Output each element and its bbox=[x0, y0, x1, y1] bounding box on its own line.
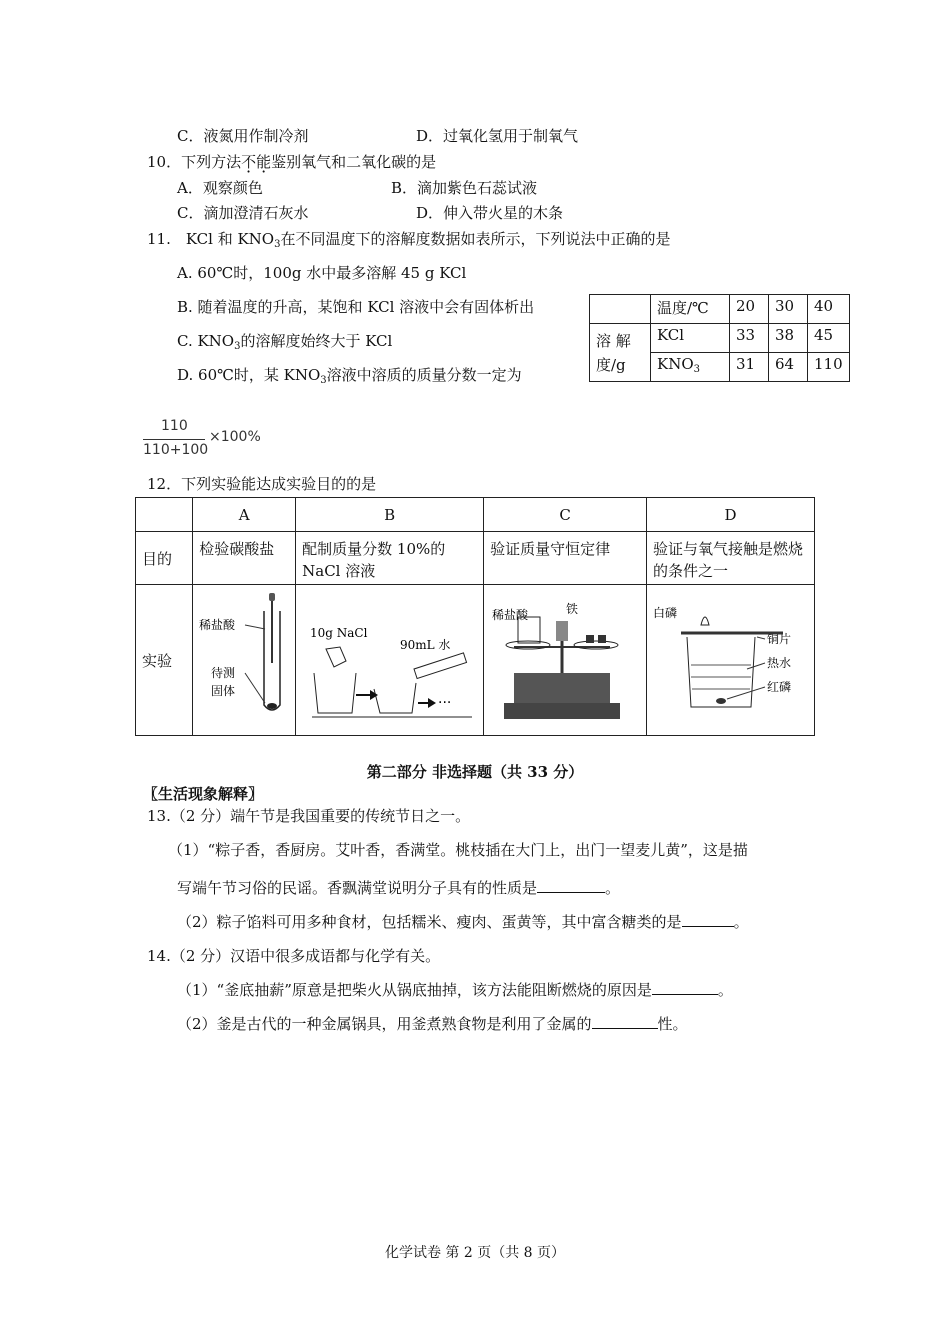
test-tube-illustration bbox=[193, 585, 293, 731]
label-dilute-hcl: 稀盐酸 bbox=[199, 618, 236, 632]
experiment-d bbox=[647, 585, 815, 736]
q13-part1-line1: （1）“粽子香，香厨房。艾叶香，香满堂。桃枝插在大门上，出门一望麦儿黄”，这是描 bbox=[168, 841, 748, 859]
experiment-c bbox=[484, 585, 647, 736]
q14-part1: （1）“釜底抽薪”原意是把柴火从锅底抽掉，该方法能阻断燃烧的原因是 。 bbox=[177, 981, 733, 999]
kcl-label: KCl bbox=[651, 324, 730, 353]
q10-stem: 10．下列方法不能鉴别氧气和二氧化碳的是 bbox=[147, 153, 437, 171]
fraction-multiplier: ×100% bbox=[209, 429, 261, 445]
label-white-phosphorus: 白磷 bbox=[653, 606, 678, 620]
solubility-table bbox=[589, 294, 850, 382]
section-heading: 〖生活现象解释〗 bbox=[143, 785, 264, 803]
label-iron: 铁 bbox=[566, 602, 579, 616]
q13-stem: 13.（2 分）端午节是我国重要的传统节日之一。 bbox=[147, 807, 471, 825]
purpose-a: 检验碳酸盐 bbox=[193, 532, 296, 585]
purpose-c: 验证质量守恒定律 bbox=[484, 532, 647, 585]
label-red-phosphorus: 红磷 bbox=[767, 680, 792, 694]
q10-option-a: A．观察颜色 bbox=[177, 179, 263, 197]
experiment-a bbox=[193, 585, 296, 736]
solution-prep-illustration bbox=[296, 585, 482, 731]
q12-stem: 12．下列实验能达成实验目的的是 bbox=[147, 475, 377, 493]
label-test-solid: 待测 bbox=[211, 666, 236, 680]
q14-part2: （2）釜是古代的一种金属锅具，用釜煮熟食物是利用了金属的 性。 bbox=[177, 1015, 688, 1033]
row-header-purpose: 目的 bbox=[136, 532, 193, 585]
q11-option-c: C. $KNO_3$的溶解度始终大于 KCl bbox=[177, 332, 393, 352]
label-dilute-hcl: 稀盐酸 bbox=[492, 608, 529, 622]
q13-part1-line2: 写端午节习俗的民谣。香飘满堂说明分子具有的性质是 。 bbox=[177, 879, 621, 897]
kcl-cell: 45 bbox=[808, 324, 850, 353]
label-nacl: 10g NaCl bbox=[310, 626, 368, 640]
column-header: A bbox=[193, 498, 296, 532]
q10-option-d: D．伸入带火星的木条 bbox=[416, 204, 564, 222]
emphasis-mark: 能 bbox=[256, 153, 272, 171]
q9-option-d: D．过氧化氢用于制氧气 bbox=[416, 127, 579, 145]
experiment-table bbox=[135, 497, 815, 736]
kno3-cell: 110 bbox=[808, 353, 850, 382]
label-copper-plate: 铜片 bbox=[767, 632, 792, 646]
q11-option-d: D. 60℃时，某 $KNO_3$溶液中溶质的质量分数一定为 bbox=[177, 366, 522, 386]
q10-option-c: C．滴加澄清石灰水 bbox=[177, 204, 309, 222]
balance-illustration bbox=[484, 585, 644, 731]
q9-option-c: C．液氮用作制冷剂 bbox=[177, 127, 309, 145]
q11-option-a: A. 60℃时，100g 水中最多溶解 45 g KCl bbox=[177, 264, 467, 282]
table-corner bbox=[590, 295, 651, 324]
kcl-cell: 33 bbox=[730, 324, 769, 353]
solubility-row-header: 溶 解 度/g bbox=[590, 324, 651, 382]
answer-blank[interactable] bbox=[652, 980, 718, 995]
temp-cell: 40 bbox=[808, 295, 850, 324]
label-hot-water: 热水 bbox=[767, 656, 792, 670]
combustion-illustration bbox=[647, 585, 811, 731]
q11-option-b: B. 随着温度的升高，某饱和 KCl 溶液中会有固体析出 bbox=[177, 298, 535, 316]
answer-blank[interactable] bbox=[537, 878, 605, 893]
q14-stem: 14.（2 分）汉语中很多成语都与化学有关。 bbox=[147, 947, 441, 965]
label-water: 90mL 水 bbox=[400, 638, 451, 652]
answer-blank[interactable] bbox=[592, 1014, 658, 1029]
emphasis-mark: 不 bbox=[241, 153, 257, 171]
answer-blank[interactable] bbox=[682, 912, 734, 927]
experiment-b bbox=[296, 585, 484, 736]
label-solid: 固体 bbox=[211, 684, 236, 698]
q11-stem: 11. KCl 和 $KNO_3$在不同温度下的溶解度数据如表所示，下列说法中正确的是 bbox=[147, 230, 671, 250]
part2-title: 第二部分 非选择题（共 33 分） bbox=[366, 763, 584, 781]
fraction-numerator: 110 bbox=[161, 418, 188, 434]
temp-cell: 20 bbox=[730, 295, 769, 324]
temp-cell: 30 bbox=[769, 295, 808, 324]
ellipsis: ··· bbox=[438, 695, 452, 711]
purpose-d: 验证与氧气接触是燃烧的条件之一 bbox=[647, 532, 815, 585]
purpose-b: 配制质量分数 10%的 NaCl 溶液 bbox=[296, 532, 484, 585]
temp-label: 温度/℃ bbox=[651, 295, 730, 324]
kno3-label: $KNO_3$ bbox=[651, 353, 730, 382]
q10-option-b: B．滴加紫色石蕊试液 bbox=[391, 179, 538, 197]
kno3-cell: 64 bbox=[769, 353, 808, 382]
fraction-denominator: 110+100 bbox=[143, 442, 209, 458]
row-header-experiment: 实验 bbox=[136, 585, 193, 736]
page-footer: 化学试卷 第 2 页（共 8 页） bbox=[384, 1245, 566, 1261]
column-header: C bbox=[484, 498, 647, 532]
q13-part2: （2）粽子馅料可用多种食材，包括糯米、瘦肉、蛋黄等，其中富含糖类的是 。 bbox=[177, 913, 749, 931]
column-header: B bbox=[296, 498, 484, 532]
kno3-cell: 31 bbox=[730, 353, 769, 382]
table-corner bbox=[136, 498, 193, 532]
fraction-bar bbox=[143, 439, 205, 440]
column-header: D bbox=[647, 498, 815, 532]
kcl-cell: 38 bbox=[769, 324, 808, 353]
